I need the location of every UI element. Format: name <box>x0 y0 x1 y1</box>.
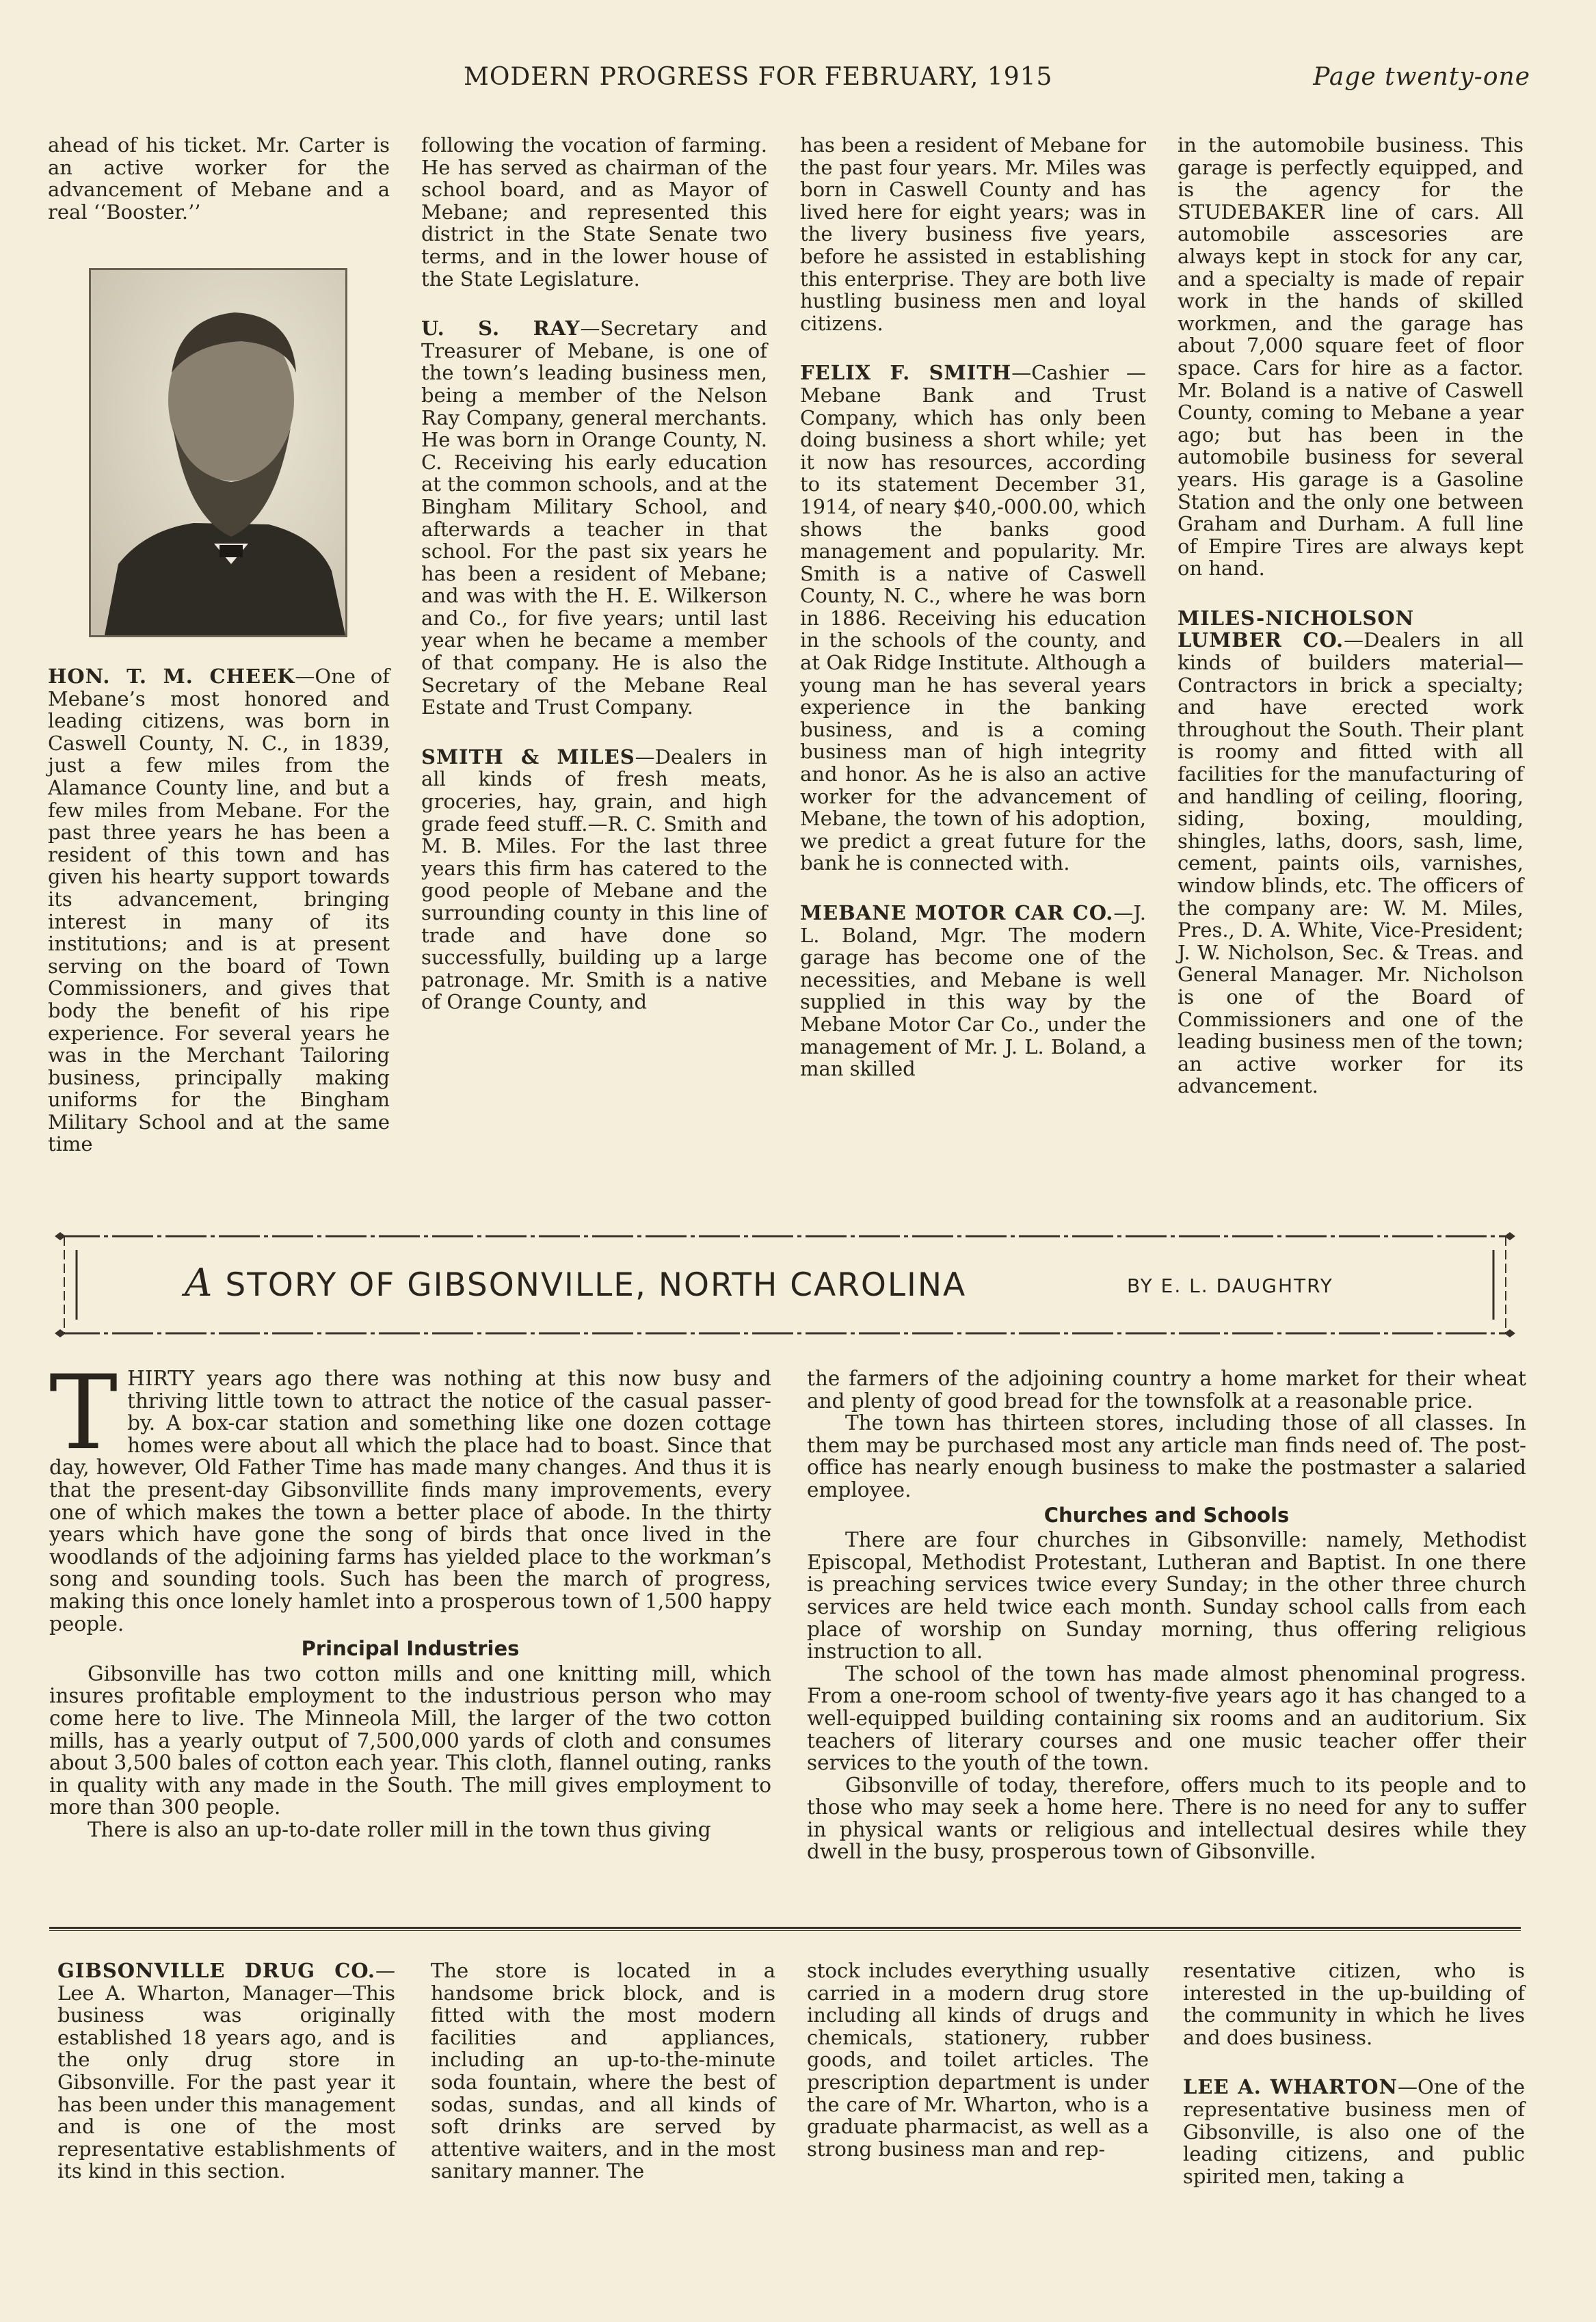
bottom-column-1 <box>57 1960 395 2183</box>
wharton-paragraph <box>1183 2076 1525 2187</box>
column-3 <box>800 134 1146 1080</box>
cheek-heading: HON. T. M. CHEEK <box>48 665 295 688</box>
ray-body: —Secretary and Treasurer of Mebane, is one of the town’s leading business men, being a member of the Nelson Ray Company, general merchants. He was born in Orange County, N. C. Receiving his early education at the common schools, and at the Bingham Military School, and afterwards a teacher in that school. For the past six years he has been a resident of Mebane; and was with the H. E. Wilkerson and Co., for five years; until last year when he became a member of that company. He is also the Secretary of the Mebane Real Estate and Trust Company. <box>421 317 767 719</box>
story-column-left <box>49 1354 771 1841</box>
column-2 <box>421 134 767 1013</box>
miles-nicholson-body: —Dealers in all kinds of builders material—Contractors in brick a specialty; and have erected work throughout the South. Their plant is roomy and fitted with all facilities for the manufacturing of and handling of ceiling, flooring, siding, boxing, moulding, shingles, laths, doors, sash, lime, cement, paints oils, varnishes, window blinds, etc. The officers of the company are: W. M. Miles, Pres., D. A. White, Vice-President; J. W. Nicholson, Sec. & Treas. and General Manager. Mr. Nicholson is one of the Board of Commissioners and one of the leading business men of the town; an active worker for its advancement. <box>1178 628 1524 1098</box>
miles-nicholson-paragraph <box>1178 607 1524 1097</box>
mebane-motor-body: —J. L. Boland, Mgr. The modern garage has become one of the necessities, and Mebane is well supplied in this way by the Mebane Motor Car Co., under the management of Mr. J. L. Boland, a man skilled <box>800 901 1146 1081</box>
felix-smith-paragraph <box>800 362 1146 875</box>
subhead-principal-industries: Principal Industries <box>301 1637 520 1661</box>
story-title-initial: A <box>185 1261 214 1305</box>
story-paragraph-2: Gibsonville has two cotton mills and one knitting mill, which insures profitable employment to the industrious person who may come here to live. The Minneola Mill, the larger of the two cotton mills, has a yearly output of 7,500,000 yards of cloth and consumes about 3,500 bales of cotton each year. This cloth, flannel outing, ranks in quality with any made in the South. The mill gives employment to more than 300 people. <box>49 1662 771 1819</box>
story-paragraph-5: The town has thirteen stores, including those of all classes. In them may be purchased most any article man finds need of. The post-office has nearly enough business to make the postmaster a salaried employee. <box>807 1411 1526 1502</box>
story-paragraph-1 <box>49 1354 771 1636</box>
wharton-body: —One of the representative business men of Gibsonville, is also one of the leading citizens, and public spirited men, taking a <box>1183 2075 1525 2188</box>
subhead-churches-schools: Churches and Schools <box>1043 1503 1290 1527</box>
publication-title: MODERN PROGRESS FOR FEBRUARY, 1915 <box>464 63 1053 91</box>
felix-smith-heading: FELIX F. SMITH <box>800 361 1012 385</box>
story-p1-text: HIRTY years ago there was nothing at this now busy and thriving little town to attract the notice of the casual passer-by. A box-car station and something like one dozen cottage homes were about all which the place had to boast. Since that day, however, Old Father Time has made many changes. And thus it is that the present-day Gibsonvillite finds many improvements, every one of which makes the town a better place of abode. In the thirty years which have gone the song of birds that once lived in the woodlands of the adjoining farms has yielded place to the workman’s song and sounding tools. Such has been the march of progress, making this once lonely hamlet into a prosperous town of 1,500 happy people. <box>49 1367 771 1636</box>
drop-cap: T <box>49 1354 118 1473</box>
story-title-text: STORY OF GIBSONVILLE, NORTH CAROLINA <box>213 1266 967 1304</box>
col3-intro: has been a resident of Mebane for the past four years. Mr. Miles was born in Caswell County and has lived here for eight years; was in the livery business five years, before he assisted in establishing this enterprise. They are both live hustling business men and loyal citizens. <box>800 133 1146 335</box>
ray-paragraph <box>421 317 767 719</box>
col1-intro: ahead of his ticket. Mr. Carter is an active worker for the advancement of Mebane and a real ‘‘Booster.’’ <box>48 133 390 224</box>
smith-miles-body: —Dealers in all kinds of fresh meats, groceries, hay, grain, and high grade feed stuff.—R. C. Smith and M. B. Miles. For the last three years this firm has catered to the good people of Mebane and the surrounding county in this line of trade and have done so successfully, building up a large patronage. Mr. Smith is a native of Orange County, and <box>421 745 767 1014</box>
mebane-motor-heading: MEBANE MOTOR CAR CO. <box>800 901 1114 924</box>
portrait-image <box>91 270 345 635</box>
story-paragraph-7: The school of the town has made almost phenominal progress. From a one-room school of twenty-five years ago it has changed to a well-equipped building containing six rooms and an auditorium. Six teachers of literary courses and one music teacher offer their services to the youth of the town. <box>807 1662 1526 1775</box>
drug-co-body: —Lee A. Wharton, Manager—This business was originally established 18 years ago, and is the only drug store in Gibsonville. For the past year it has been under this management and is one of the most representative establishments of its kind in this section. <box>57 1959 395 2183</box>
story-paragraph-4: the farmers of the adjoining country a home market for their wheat and plenty of good bread for the townsfolk at a reasonable price. <box>807 1367 1526 1413</box>
cheek-body: —One of Mebane’s most honored and leading citizens, was born in Caswell County, N. C., in 1839, just a few miles from the Alamance County line, and but a few miles from Mebane. For the past three years he has been a resident of this town and has given his hearty support towards its advancement, bringing interest in many of its institutions; and is at present serving on the board of Town Commissioners, and gives that body the benefit of his ripe experience. For several years he was in the Merchant Tailoring business, principally making uniforms for the Bingham Military School and at the same time <box>48 665 390 1156</box>
column-4 <box>1178 134 1524 1097</box>
page-header <box>53 63 1530 104</box>
story-paragraph-8: Gibsonville of today, therefore, offers much to its people and to those who may seek a home here. There is no need for any to suffer in physical wants or religious and intellectual desires while they dwell in the busy, prosperous town of Gibsonville. <box>807 1773 1526 1864</box>
bottom-c3: stock includes everything usually carried in a modern drug store including all kinds of drugs and chemicals, stationery, rubber goods, and toilet articles. The prescription department is under the care of Mr. Wharton, who is a graduate pharmacist, as well as a strong business man and rep- <box>807 1959 1149 2161</box>
drug-co-heading: GIBSONVILLE DRUG CO. <box>57 1959 375 1982</box>
story-column-right <box>807 1367 1526 1863</box>
story-byline: BY E. L. DAUGHTRY <box>1127 1275 1333 1297</box>
bottom-column-2 <box>431 1960 775 2183</box>
story-title <box>185 1261 966 1305</box>
ray-heading: U. S. RAY <box>421 317 581 341</box>
portrait-photo <box>89 268 347 637</box>
miles-nicholson-heading: MILES-NICHOLSON LUMBER CO. <box>1178 606 1415 652</box>
smith-miles-heading: SMITH & MILES <box>421 745 635 769</box>
section-divider <box>49 1927 1521 1931</box>
page-number: Page twenty-one <box>1313 63 1530 91</box>
column-1-lower <box>48 665 390 1156</box>
felix-smith-body: —Cashier —Mebane Bank and Trust Company, which has only been doing business a short while; yet it now has resources, according to its statement December 31, 1914, of neary $40,-000.00, which shows the banks good management and popularity. Mr. Smith is a native of Caswell County, N. C., where he was born in 1886. Receiving his education in the schools of the county, and at Oak Ridge Institute. Although a young man he has several years experience in the banking business, and is a coming business man of high integrity and honor. As he is also an active worker for the advancement of Mebane, the town of his adoption, we predict a great future for the bank he is connected with. <box>800 361 1147 875</box>
col4-intro: in the automobile business. This garage is perfectly equipped, and is the agency for the STUDEBAKER line of cars. All automobile asscesories are always kept in stock for any car, and a specialty is made of repair work in the hands of skilled workmen, and the garage has about 7,000 square feet of floor space. Cars for hire as a factor. Mr. Boland is a native of Caswell County, coming to Mebane a year ago; but has been in the automobile business for several years. His garage is a Gasoline Station and the only one between Graham and Durham. A full line of Empire Tires are always kept on hand. <box>1178 133 1524 580</box>
column-1 <box>48 134 390 223</box>
wharton-heading: LEE A. WHARTON <box>1183 2075 1398 2099</box>
bottom-c4: resentative citizen, who is interested in the up-building of the community in which he lives and does business. <box>1183 1959 1525 2049</box>
smith-miles-paragraph <box>421 746 767 1013</box>
bottom-column-3 <box>807 1960 1149 2160</box>
story-paragraph-3: There is also an up-to-date roller mill in the town thus giving <box>88 1817 711 1841</box>
mebane-motor-paragraph <box>800 902 1146 1080</box>
col2-intro: following the vocation of farming. He has served as chairman of the school board, and as Mayor of Mebane; and represented this district in the State Senate two terms, and in the lower house of the State Legislature. <box>421 133 767 291</box>
cheek-paragraph <box>48 665 390 1156</box>
story-paragraph-6: There are four churches in Gibsonville: namely, Methodist Episcopal, Methodist Protestant, Lutheran and Baptist. In one there is preaching services twice every Sunday; in the other three church services are held twice each month. Sunday school calls from each place of worship on Sunday morning, thus offering religious instruction to all. <box>807 1528 1526 1664</box>
bottom-column-4 <box>1183 1960 1525 2187</box>
drug-co-paragraph <box>57 1960 395 2183</box>
bottom-c2: The store is located in a handsome brick block, and is fitted with the most modern facilities and appliances, including an up-to-the-minute soda fountain, where the best of sodas, sundas, and all kinds of soft drinks are served by attentive waiters, and in the most sanitary manner. The <box>431 1959 775 2183</box>
